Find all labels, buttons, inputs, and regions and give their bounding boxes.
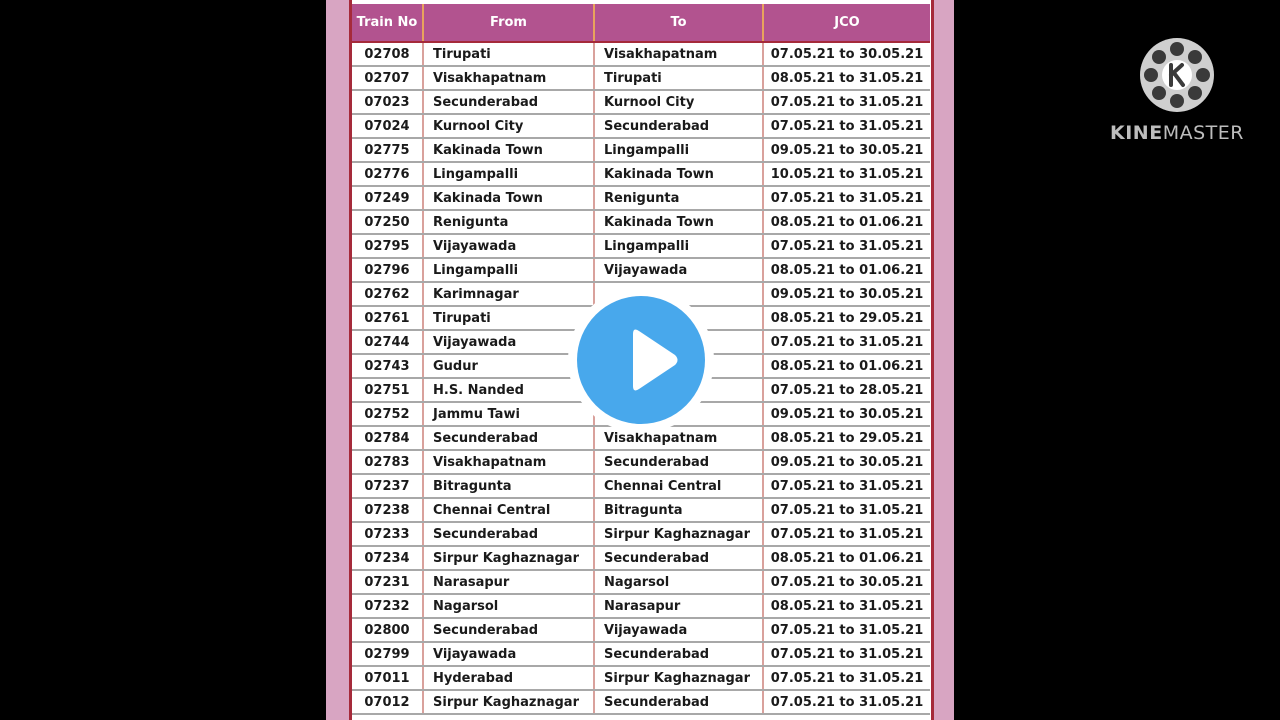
cell-jco: 07.05.21 to 31.05.21: [763, 498, 930, 522]
cell-train-no: 02800: [352, 618, 423, 642]
cell-jco: 07.05.21 to 31.05.21: [763, 474, 930, 498]
cell-to: Renigunta: [594, 186, 763, 210]
cell-jco: 09.05.21 to 30.05.21: [763, 450, 930, 474]
table-header-row: [352, 4, 930, 42]
cell-to: Sirpur Kaghaznagar: [594, 666, 763, 690]
kinemaster-logo-icon: [1138, 36, 1216, 114]
cell-jco: 07.05.21 to 31.05.21: [763, 618, 930, 642]
table-row: [352, 210, 930, 234]
header-from: From: [423, 4, 594, 42]
cell-to: Chennai Central: [594, 474, 763, 498]
cell-jco: 07.05.21 to 31.05.21: [763, 642, 930, 666]
cell-from: Kakinada Town: [423, 138, 594, 162]
play-icon: [577, 296, 705, 424]
cell-to: Secunderabad: [594, 690, 763, 714]
cell-from: Nagarsol: [423, 594, 594, 618]
cell-from: Kurnool City: [423, 114, 594, 138]
table-row: [352, 66, 930, 90]
table-row: [352, 618, 930, 642]
cell-from: Hyderabad: [423, 666, 594, 690]
cell-train-no: 02708: [352, 42, 423, 66]
cell-to: Lingampalli: [594, 234, 763, 258]
cell-to: Secunderabad: [594, 450, 763, 474]
cell-to: Narasapur: [594, 594, 763, 618]
cell-jco: 08.05.21 to 31.05.21: [763, 66, 930, 90]
cell-from: Jammu Tawi: [423, 402, 594, 426]
cell-jco: 07.05.21 to 31.05.21: [763, 522, 930, 546]
cell-train-no: 02761: [352, 306, 423, 330]
cell-train-no: 07249: [352, 186, 423, 210]
cell-train-no: 02762: [352, 282, 423, 306]
cell-train-no: 02799: [352, 642, 423, 666]
cell-from: Karimnagar: [423, 282, 594, 306]
cell-jco: 08.05.21 to 01.06.21: [763, 210, 930, 234]
cell-to: Kurnool City: [594, 90, 763, 114]
cell-to: Bitragunta: [594, 498, 763, 522]
kinemaster-text: [1102, 122, 1252, 144]
cell-from: Kakinada Town: [423, 186, 594, 210]
cell-train-no: 02796: [352, 258, 423, 282]
cell-to: Tirupati: [594, 66, 763, 90]
cell-jco: 07.05.21 to 31.05.21: [763, 666, 930, 690]
cell-train-no: 02776: [352, 162, 423, 186]
cell-train-no: 07011: [352, 666, 423, 690]
cell-jco: 07.05.21 to 30.05.21: [763, 570, 930, 594]
cell-from: H.S. Nanded: [423, 378, 594, 402]
table-row: [352, 642, 930, 666]
cell-from: Sirpur Kaghaznagar: [423, 546, 594, 570]
kinemaster-watermark: [1102, 36, 1252, 156]
cell-to: Lingampalli: [594, 138, 763, 162]
cell-train-no: 02795: [352, 234, 423, 258]
cell-from: Secunderabad: [423, 426, 594, 450]
cell-to: Sirpur Kaghaznagar: [594, 522, 763, 546]
kinemaster-text-light: MASTER: [1162, 122, 1244, 144]
cell-to: Secunderabad: [594, 114, 763, 138]
cell-train-no: 07232: [352, 594, 423, 618]
cell-from: Vijayawada: [423, 234, 594, 258]
cell-train-no: 07238: [352, 498, 423, 522]
cell-jco: 07.05.21 to 31.05.21: [763, 690, 930, 714]
table-row: [352, 570, 930, 594]
kinemaster-text-bold: KINE: [1110, 122, 1163, 144]
cell-from: Secunderabad: [423, 90, 594, 114]
cell-from: Gudur: [423, 354, 594, 378]
cell-from: Visakhapatnam: [423, 66, 594, 90]
cell-train-no: 07231: [352, 570, 423, 594]
table-row: [352, 522, 930, 546]
cell-train-no: 07233: [352, 522, 423, 546]
cell-jco: 09.05.21 to 30.05.21: [763, 138, 930, 162]
table-row: [352, 258, 930, 282]
cell-train-no: 02744: [352, 330, 423, 354]
cell-from: Secunderabad: [423, 522, 594, 546]
cell-from: Renigunta: [423, 210, 594, 234]
cell-jco: 07.05.21 to 31.05.21: [763, 234, 930, 258]
cell-jco: 10.05.21 to 31.05.21: [763, 162, 930, 186]
cell-jco: 08.05.21 to 31.05.21: [763, 594, 930, 618]
table-row: [352, 90, 930, 114]
table-row: [352, 114, 930, 138]
cell-from: Chennai Central: [423, 498, 594, 522]
cell-to: Kakinada Town: [594, 210, 763, 234]
cell-to: Vijayawada: [594, 258, 763, 282]
cell-from: Lingampalli: [423, 258, 594, 282]
cell-from: Visakhapatnam: [423, 450, 594, 474]
play-button-circle: [577, 296, 705, 424]
cell-jco: 09.05.21 to 30.05.21: [763, 282, 930, 306]
cell-jco: 07.05.21 to 31.05.21: [763, 90, 930, 114]
cell-jco: 07.05.21 to 31.05.21: [763, 186, 930, 210]
table-row: [352, 162, 930, 186]
table-row: [352, 138, 930, 162]
table-row: [352, 234, 930, 258]
cell-to: Visakhapatnam: [594, 426, 763, 450]
cell-jco: 07.05.21 to 28.05.21: [763, 378, 930, 402]
cell-train-no: 02743: [352, 354, 423, 378]
cell-jco: 09.05.21 to 30.05.21: [763, 402, 930, 426]
cell-jco: 08.05.21 to 29.05.21: [763, 306, 930, 330]
table-row: [352, 42, 930, 66]
cell-to: Vijayawada: [594, 618, 763, 642]
cell-train-no: 07234: [352, 546, 423, 570]
cell-train-no: 07012: [352, 690, 423, 714]
header-jco: JCO: [763, 4, 930, 42]
cell-train-no: 02775: [352, 138, 423, 162]
cell-train-no: 02751: [352, 378, 423, 402]
cell-train-no: 02784: [352, 426, 423, 450]
cell-train-no: 07237: [352, 474, 423, 498]
cell-train-no: 02707: [352, 66, 423, 90]
table-row: [352, 498, 930, 522]
cell-from: Narasapur: [423, 570, 594, 594]
cell-jco: 08.05.21 to 01.06.21: [763, 258, 930, 282]
cell-from: Vijayawada: [423, 330, 594, 354]
cell-from: Bitragunta: [423, 474, 594, 498]
table-row: [352, 450, 930, 474]
cell-jco: 07.05.21 to 31.05.21: [763, 330, 930, 354]
cell-jco: 08.05.21 to 01.06.21: [763, 354, 930, 378]
cell-to: Kakinada Town: [594, 162, 763, 186]
cell-train-no: 07024: [352, 114, 423, 138]
cell-to: Secunderabad: [594, 642, 763, 666]
cell-train-no: 07250: [352, 210, 423, 234]
cell-jco: 07.05.21 to 31.05.21: [763, 114, 930, 138]
table-row: [352, 474, 930, 498]
table-row: [352, 546, 930, 570]
cell-from: Vijayawada: [423, 642, 594, 666]
cell-jco: 08.05.21 to 29.05.21: [763, 426, 930, 450]
cell-train-no: 02783: [352, 450, 423, 474]
cell-from: Tirupati: [423, 42, 594, 66]
cell-from: Sirpur Kaghaznagar: [423, 690, 594, 714]
header-to: To: [594, 4, 763, 42]
table-row: [352, 666, 930, 690]
cell-train-no: 02752: [352, 402, 423, 426]
cell-to: Visakhapatnam: [594, 42, 763, 66]
cell-jco: 08.05.21 to 01.06.21: [763, 546, 930, 570]
cell-train-no: 07023: [352, 90, 423, 114]
cell-to: Nagarsol: [594, 570, 763, 594]
cell-from: Lingampalli: [423, 162, 594, 186]
table-row: [352, 186, 930, 210]
cell-to: Secunderabad: [594, 546, 763, 570]
table-row: [352, 594, 930, 618]
cell-from: Secunderabad: [423, 618, 594, 642]
play-button[interactable]: [568, 287, 714, 433]
cell-from: Tirupati: [423, 306, 594, 330]
cell-jco: 07.05.21 to 30.05.21: [763, 42, 930, 66]
table-row: [352, 690, 930, 714]
header-train-no: Train No: [352, 4, 423, 42]
